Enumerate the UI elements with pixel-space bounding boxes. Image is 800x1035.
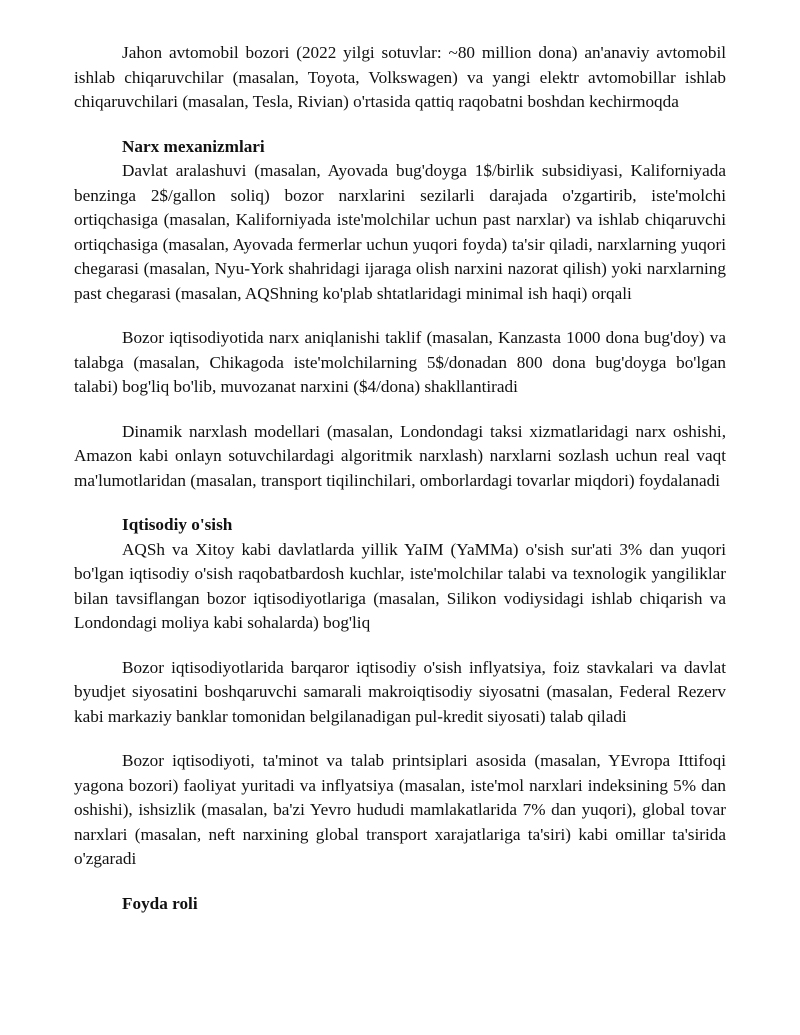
paragraph: Bozor iqtisodiyotlarida barqaror iqtisodiy o'sish inflyatsiya, foiz stavkalari va davlat byudjet siyosatini boshqaruvchi samarali makroiqtisodiy siyosatni (masalan, Federal Rezerv kabi markaziy banklar tomonidan belgilanadigan pul-kredit siyosati) talab qiladi bbox=[74, 657, 726, 726]
section-heading-narx-mexanizmlari: Narx mexanizmlari bbox=[122, 136, 265, 156]
document-body bbox=[74, 41, 726, 916]
paragraph: Bozor iqtisodiyotida narx aniqlanishi taklif (masalan, Kanzasta 1000 dona bug'doy) va talabga (masalan, Chikagoda iste'molchilarning 5$/donadan 800 dona bug'doyga bo'lgan talabi) bog'liq bo'lib, muvozanat narxini ($4/dona) shakllantiradi bbox=[74, 328, 726, 396]
paragraph: Davlat aralashuvi (masalan, Ayovada bug'doyga 1$/birlik subsidiyasi, Kaliforniyada benzinga 2$/gallon soliq) bozor narxlarini sezilarli darajada o'zgartirib, iste'molchi ortiqchasiga (masalan, Kaliforniyada iste'molchilar uchun past narxlar) va ishlab chiqaruvchi ortiqchasiga (masalan, Ayovada fermerlar uchun yuqori foyda) ta'sir qiladi, narxlarning yuqori chegarasi (masalan, Nyu-York shahridagi ijaraga olish narxini nazorat qilish) yoki narxlarning past chegarasi (masalan, AQShning ko'plab shtatlaridagi minimal ish haqi) orqali bbox=[74, 161, 726, 303]
paragraph: AQSh va Xitoy kabi davlatlarda yillik YaIM (YaMMa) o'sish sur'ati 3% dan yuqori bo'lgan iqtisodiy o'sish raqobatbardosh kuchlar, iste'molchilar talabi va texnologik yangiliklar bilan tavsiflangan bozor iqtisodiyotlariga (masalan, Silikon vodiysidagi ishlab chiqarish va Londondagi moliya kabi sohalarda) bog'liq bbox=[74, 539, 726, 632]
paragraph: Dinamik narxlash modellari (masalan, Londondagi taksi xizmatlaridagi narx oshishi, Amazon kabi onlayn sotuvchilardagi algoritmik narxlash) narxlarni sozlash uchun real vaqt ma'lumotlaridan (masalan, transport tiqilinchilari, omborlardagi tovarlar miqdori) foydalanadi bbox=[74, 421, 726, 490]
section-heading-iqtisodiy-osish: Iqtisodiy o'sish bbox=[122, 515, 233, 534]
section-heading-foyda-roli: Foyda roli bbox=[122, 893, 198, 913]
intro-paragraph: Jahon avtomobil bozori (2022 yilgi sotuvlar: ~80 million dona) an'anaviy avtomobil ishlab chiqaruvchilar (masalan, Toyota, Volkswagen) va yangi elektr avtomobillar ishlab chiqaruvchilari (masalan, Tesla, Rivian) o'rtasida qattiq raqobatni boshdan kechirmoqda bbox=[74, 43, 726, 111]
paragraph: Bozor iqtisodiyoti, ta'minot va talab printsiplari asosida (masalan, YEvropa Ittifoqi yagona bozori) faoliyat yuritadi va inflyatsiya (masalan, iste'mol narxlari indeksining 5% dan oshishi), ishsizlik (masalan, ba'zi Yevro hududi mamlakatlarida 7% dan yuqori), global tovar narxlari (masalan, neft narxining global transport xarajatlariga ta'siri) kabi omillar ta'sirida o'zgaradi bbox=[74, 751, 726, 868]
